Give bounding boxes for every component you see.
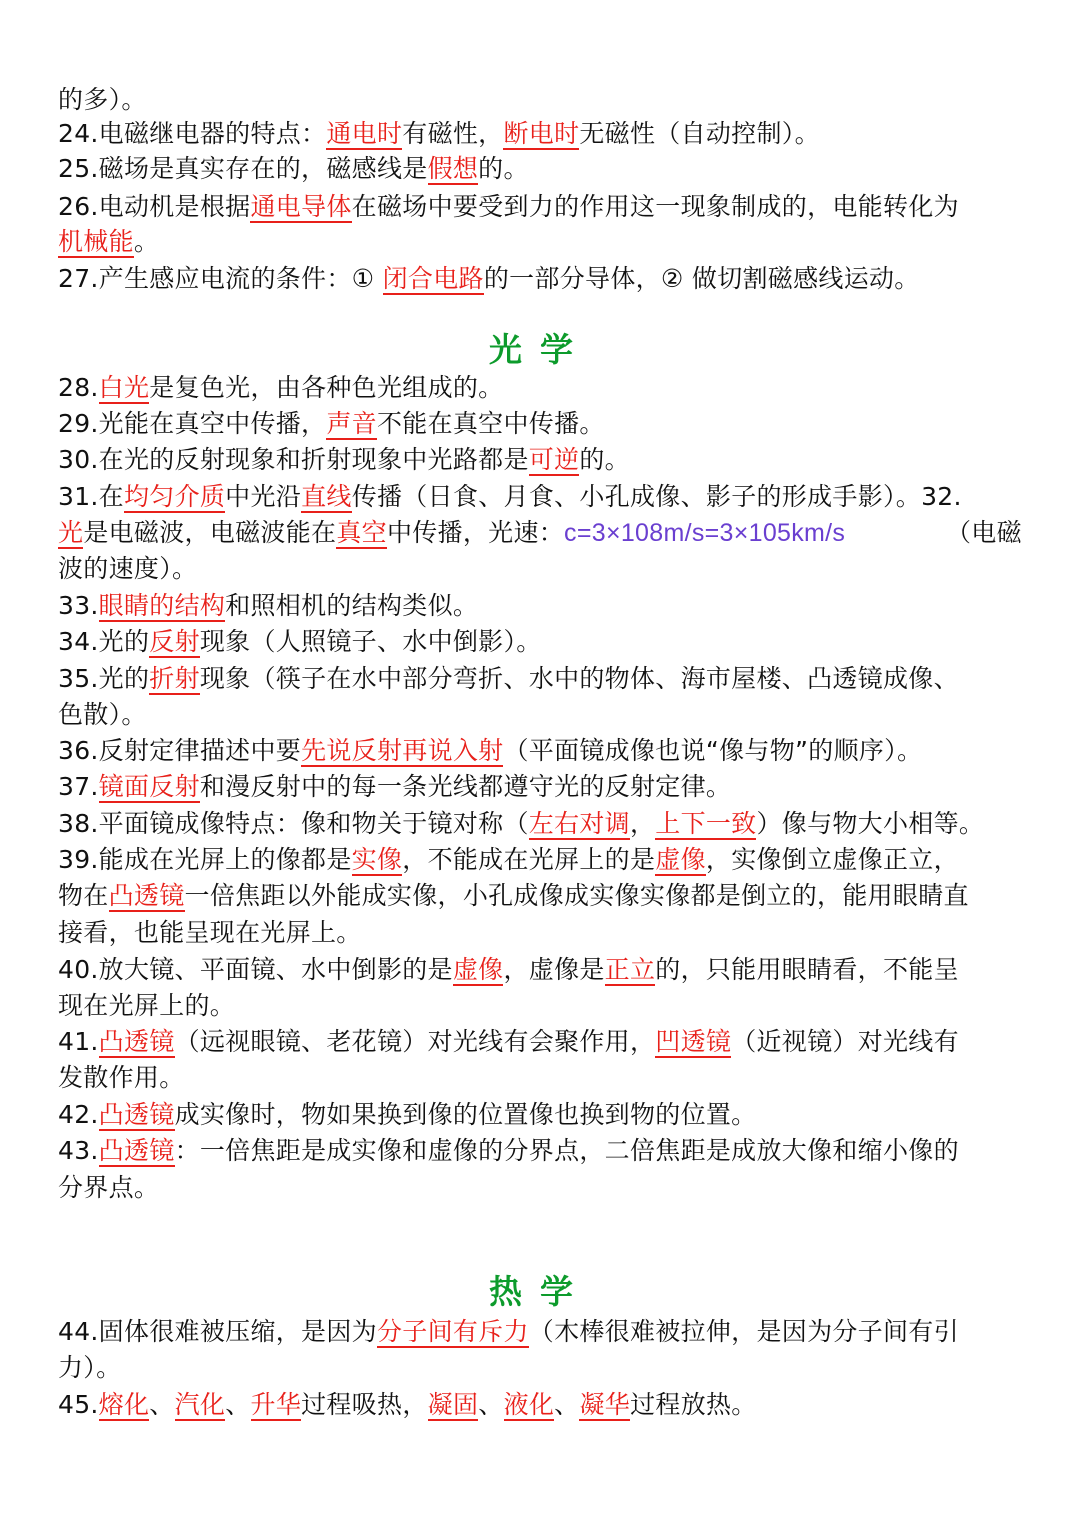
key-term: 虚像 [452, 955, 504, 984]
item-26 [58, 189, 959, 225]
text: 力）。 [58, 1353, 122, 1382]
text: 波的速度）。 [58, 554, 198, 583]
text: 39.能成在光屏上的像都是 [58, 845, 352, 874]
item-34 [58, 624, 542, 660]
text: （木棒很难被拉伸，是因为分子间有引 [528, 1317, 959, 1346]
item-27 [58, 261, 920, 297]
text: 接看，也能呈现在光屏上。 [58, 918, 362, 947]
text: 的。 [579, 445, 630, 474]
light-speed-formula: c=3×108m/s=3×105km/s [564, 519, 846, 547]
text: 26.电动机是根据 [58, 192, 251, 221]
text: 43. [58, 1136, 99, 1165]
item-38 [58, 806, 984, 842]
key-term: 凸透镜 [108, 881, 185, 910]
text: （近视镜）对光线有 [731, 1027, 959, 1056]
key-term: 机械能 [58, 227, 134, 256]
text: 色散）。 [58, 700, 147, 729]
key-term: 先说反射再说入射 [301, 736, 504, 765]
text: 的。 [478, 154, 529, 183]
item-39-cont2 [58, 915, 362, 951]
key-term: 真空 [336, 518, 387, 547]
item-45 [58, 1387, 757, 1423]
section-heading-heat: 热学 [489, 1272, 591, 1311]
text: 31.在 [58, 482, 124, 511]
text: 、 [225, 1390, 251, 1419]
text: 传播（日食、月食、小孔成像、影子的形成手影）。32. [351, 482, 962, 511]
item-40-cont [58, 988, 235, 1024]
text: 、 [149, 1390, 175, 1419]
text: 过程吸热， [301, 1390, 428, 1419]
text: 和照相机的结构类似。 [225, 591, 479, 620]
key-term: 凸透镜 [98, 1027, 175, 1056]
item-25 [58, 151, 529, 187]
key-term: 凸透镜 [98, 1136, 175, 1165]
key-term: 分子间有斥力 [376, 1317, 529, 1346]
text: 中光沿 [225, 482, 302, 511]
text: 物在 [58, 881, 109, 910]
text: 有磁性， [402, 119, 504, 148]
text: ，虚像是 [503, 955, 605, 984]
text: 28. [58, 373, 99, 402]
text-line [58, 82, 147, 118]
text: （平面镜成像也说“像与物”的顺序）。 [503, 736, 923, 765]
text: 成实像时，物如果换到像的位置像也换到物的位置。 [174, 1100, 757, 1129]
key-term: 凝固 [427, 1390, 479, 1419]
text: ：一倍焦距是成实像和虚像的分界点，二倍焦距是成放大像和缩小像的 [174, 1136, 959, 1165]
key-term: 通电导体 [250, 192, 352, 221]
item-24 [58, 116, 820, 152]
key-term: 直线 [301, 482, 352, 511]
text: 中传播，光速： [386, 518, 565, 547]
text: 41. [58, 1027, 99, 1056]
item-30 [58, 442, 630, 478]
item-35-cont [58, 697, 147, 733]
key-term: 折射 [149, 664, 200, 693]
text: 33. [58, 591, 99, 620]
item-39-cont [58, 878, 969, 914]
item-44 [58, 1314, 959, 1350]
item-32-cont [58, 551, 197, 587]
text: 的，只能用眼睛看，不能呈 [655, 955, 959, 984]
item-32-note [946, 515, 1022, 551]
item-28 [58, 370, 503, 406]
text: 29.光能在真空中传播， [58, 409, 327, 438]
key-term: 凸透镜 [98, 1100, 175, 1129]
text: ， [629, 809, 656, 838]
text: 一倍焦距以外能成实像，小孔成像成实像实像都是倒立的，能用眼睛直 [184, 881, 969, 910]
key-term: 假想 [427, 154, 479, 183]
key-term: 上下一致 [655, 809, 757, 838]
key-term: 闭合电路 [382, 264, 484, 293]
item-44-cont [58, 1350, 121, 1386]
key-term: 凝华 [579, 1390, 631, 1419]
text: 36.反射定律描述中要 [58, 736, 302, 765]
text: ，实像倒立虚像正立， [705, 845, 959, 874]
text: 是电磁波，电磁波能在 [83, 518, 337, 547]
item-40 [58, 952, 959, 988]
key-term: 光 [58, 518, 84, 547]
text: 、 [554, 1390, 580, 1419]
item-26-cont [58, 224, 159, 260]
key-term: 可逆 [528, 445, 580, 474]
text: 45. [58, 1390, 99, 1419]
text: （远视眼镜、老花镜）对光线有会聚作用， [174, 1027, 656, 1056]
key-term: 断电时 [503, 119, 580, 148]
text: 34.光的 [58, 627, 150, 656]
item-42 [58, 1097, 756, 1133]
key-term: 左右对调 [528, 809, 630, 838]
item-36 [58, 733, 922, 769]
key-term: 液化 [503, 1390, 555, 1419]
item-35 [58, 661, 959, 697]
text: 的多）。 [58, 85, 147, 114]
text: 35.光的 [58, 664, 150, 693]
text: 不能在真空中传播。 [376, 409, 605, 438]
text: 现象（人照镜子、水中倒影）。 [199, 627, 542, 656]
key-term: 白光 [98, 373, 150, 402]
text: 、 [478, 1390, 504, 1419]
text: 无磁性（自动控制）。 [579, 119, 820, 148]
key-term: 均匀介质 [123, 482, 226, 511]
key-term: 熔化 [98, 1390, 150, 1419]
text: 过程放热。 [630, 1390, 757, 1419]
key-term: 升华 [250, 1390, 302, 1419]
key-term: 镜面反射 [98, 772, 200, 801]
text: 是复色光，由各种色光组成的。 [149, 373, 504, 402]
item-43-cont [58, 1170, 159, 1206]
text: 现象（筷子在水中部分弯折、水中的物体、海市屋楼、凸透镜成像、 [199, 664, 959, 693]
text: 在磁场中要受到力的作用这一现象制成的，电能转化为 [351, 192, 959, 221]
text: 44.固体很难被压缩，是因为 [58, 1317, 377, 1346]
text: ，不能成在光屏上的是 [402, 845, 656, 874]
key-term: 反射 [149, 627, 200, 656]
item-41-cont [58, 1060, 185, 1096]
text: 38.平面镜成像特点：像和物关于镜对称（ [58, 809, 529, 838]
text: 。 [133, 227, 160, 256]
text: 27.产生感应电流的条件：① [58, 264, 383, 293]
item-39 [58, 842, 959, 878]
text: 37. [58, 772, 99, 801]
text: 42. [58, 1100, 99, 1129]
key-term: 实像 [351, 845, 403, 874]
text: 现在光屏上的。 [58, 991, 236, 1020]
text: ）像与物大小相等。 [756, 809, 985, 838]
text: 和漫反射中的每一条光线都遵守光的反射定律。 [199, 772, 732, 801]
text: 30.在光的反射现象和折射现象中光路都是 [58, 445, 529, 474]
item-32 [58, 515, 845, 551]
key-term: 正立 [604, 955, 656, 984]
key-term: 虚像 [655, 845, 706, 874]
section-heading-optics: 光学 [489, 330, 591, 369]
item-41 [58, 1024, 959, 1060]
key-term: 凹透镜 [655, 1027, 732, 1056]
text: 25.磁场是真实存在的，磁感线是 [58, 154, 428, 183]
item-37 [58, 769, 731, 805]
text: 24.电磁继电器的特点： [58, 119, 327, 148]
text: 的一部分导体，② 做切割磁感线运动。 [483, 264, 920, 293]
text: 发散作用。 [58, 1063, 185, 1092]
key-term: 通电时 [326, 119, 403, 148]
text: 分界点。 [58, 1173, 160, 1202]
item-43 [58, 1133, 959, 1169]
item-33 [58, 588, 478, 624]
key-term: 眼睛的结构 [98, 591, 226, 620]
item-31 [58, 479, 962, 515]
item-29 [58, 406, 605, 442]
key-term: 汽化 [174, 1390, 226, 1419]
key-term: 声音 [326, 409, 377, 438]
text: （电磁 [946, 518, 1022, 547]
text: 40.放大镜、平面镜、水中倒影的是 [58, 955, 453, 984]
